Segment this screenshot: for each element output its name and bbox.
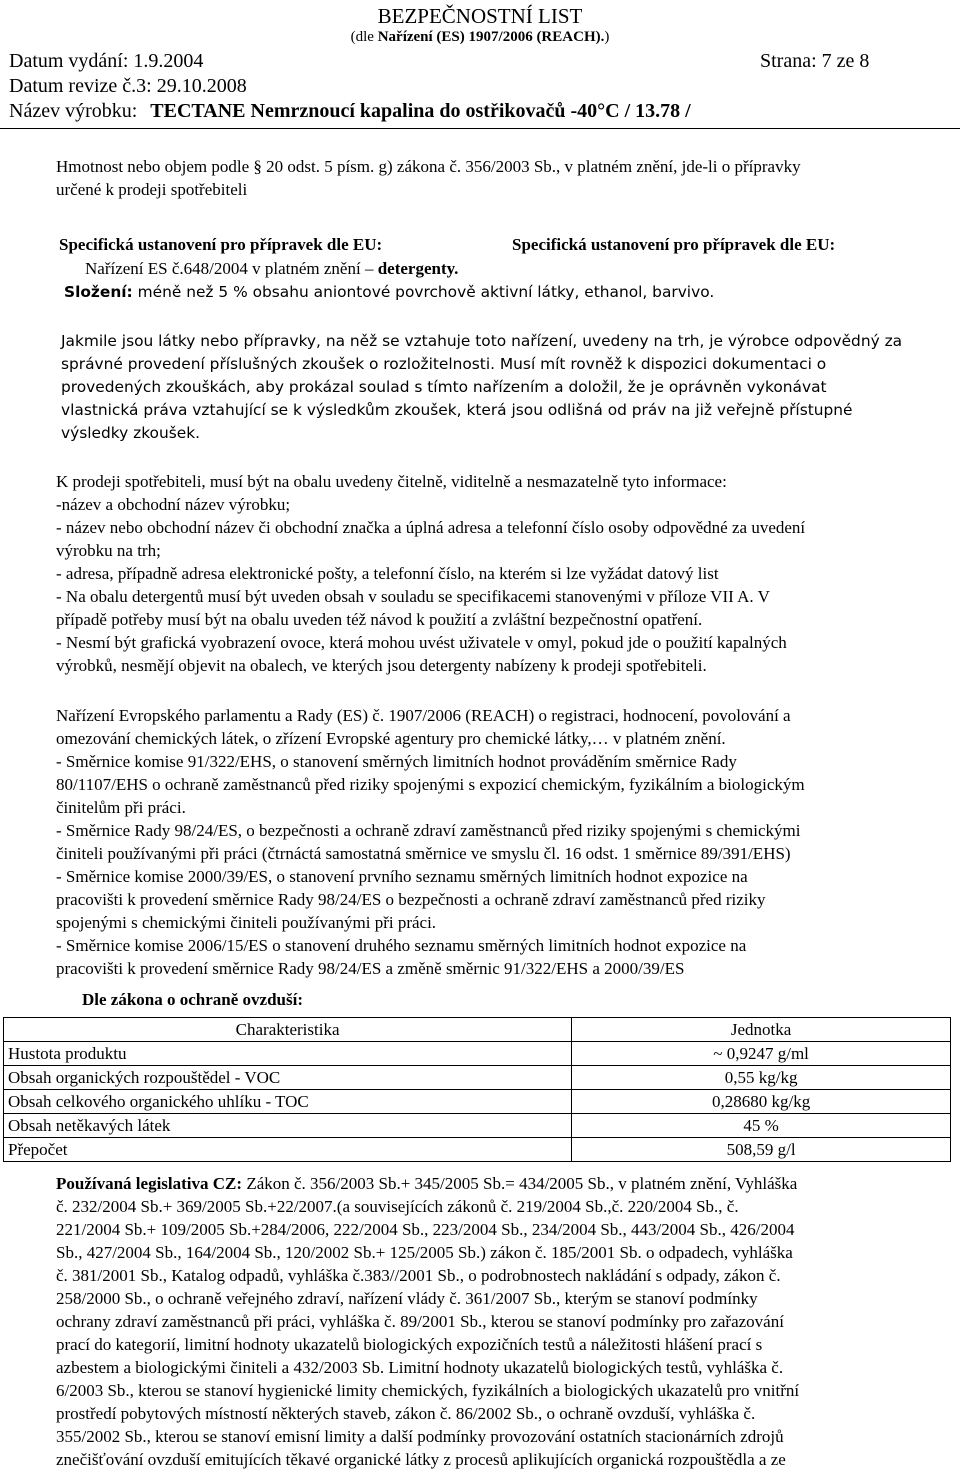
row-value: 0,55 kg/kg [572, 1066, 951, 1090]
table-row [4, 1042, 951, 1066]
producer-line: výsledky zkoušek. [61, 424, 201, 442]
regulation-line: - Směrnice komise 2006/15/ES o stanovení druhého seznamu směrných limitních hodnot expozice na [56, 936, 747, 955]
table-row [4, 1114, 951, 1138]
table-row [4, 1090, 951, 1114]
producer-line: správné provedení příslušných zkoušek o rozložitelnosti. Musí mít rovněž k dispozici dokumentaci o [61, 355, 827, 373]
regulations-paragraph [56, 704, 956, 980]
consumer-line: - Nesmí být grafická vyobrazení ovoce, která mohou uvést uživatele v omyl, pokud jde o použití kapalných [56, 633, 787, 652]
row-label: Hustota produktu [4, 1042, 572, 1066]
producer-line: vlastnická práva vztahující se k výsledkům zkoušek, která jsou odlišná od práv na již veřejně přístupné [61, 401, 853, 419]
air-properties-table [3, 1017, 951, 1162]
legislation-line: azbestem a biologickými činiteli a 432/2003 Sb. Limitní hodnoty ukazatelů biologických testů, vyhláška č. [56, 1358, 784, 1377]
issue-date: Datum vydání: 1.9.2004 [9, 50, 204, 72]
regulation-line: - Směrnice komise 2000/39/ES, o stanovení prvního seznamu směrných limitních hodnot expozice na [56, 867, 748, 886]
regulation-text: Nařízení ES č.648/2004 v platném znění – [85, 259, 374, 278]
legislation-line: 258/2000 Sb., o ochraně veřejného zdraví, nařízení vlády č. 361/2007 Sb., kterým se stanoví podmínky [56, 1289, 758, 1308]
regulation-line: pracovišti k provedení směrnice Rady 98/24/ES a změně směrnic 91/322/EHS a 2000/39/ES [56, 959, 685, 978]
consumer-paragraph [56, 470, 956, 677]
regulation-line: Nařízení Evropského parlamentu a Rady (ES) č. 1907/2006 (REACH) o registraci, hodnocení, povolování a [56, 706, 791, 725]
legislation-line: prací do kategorií, limitní hodnoty ukazatelů biologických expozičních testů a náležitosti hlášení prací s [56, 1335, 763, 1354]
consumer-line: - název nebo obchodní název či obchodní značka a úplná adresa a telefonní číslo osoby odpovědné za uvedení [56, 518, 806, 537]
document-title: BEZPEČNOSTNÍ LIST [377, 4, 583, 28]
regulation-line: - Směrnice komise 91/322/EHS, o stanovení směrných limitních hodnot prováděním směrnice Rady [56, 752, 737, 771]
row-value: 508,59 g/l [572, 1138, 951, 1162]
product-name: TECTANE Nemrznoucí kapalina do ostřikovačů -40°C / 13.78 / [150, 100, 691, 122]
row-label: Obsah netěkavých látek [4, 1114, 572, 1138]
row-label: Obsah celkového organického uhlíku - TOC [4, 1090, 572, 1114]
legislation-line: znečišťování ovzduší emitujících těkavé organické látky z procesů aplikujících organická rozpouštědla a ze [56, 1450, 786, 1469]
column-header-unit: Jednotka [572, 1018, 951, 1042]
composition-text: méně než 5 % obsahu aniontové povrchově aktivní látky, ethanol, barvivo. [137, 283, 715, 301]
consumer-line: případě potřeby musí být na obalu uveden též návod k použití a zvláštní bezpečnostní opatření. [56, 610, 703, 629]
consumer-line: -název a obchodní název výrobku; [56, 495, 291, 514]
regulation-line: 80/1107/EHS o ochraně zaměstnanců před riziky spojenými s expozicí chemickým, fyzikálním a biologickým [56, 775, 805, 794]
legislation-line: č. 381/2001 Sb., Katalog odpadů, vyhláška č.383//2001 Sb., o podrobnostech nakládání s odpady, zákon č. [56, 1266, 781, 1285]
subtitle-suffix: ) [604, 29, 610, 45]
weight-line-1: Hmotnost nebo objem podle § 20 odst. 5 písm. g) zákona č. 356/2003 Sb., v platném znění, jde-li o přípravky [56, 157, 801, 176]
legislation-paragraph [56, 1172, 956, 1471]
regulation-line: - Směrnice Rady 98/24/ES, o bezpečnosti a ochraně zdraví zaměstnanců před riziky spojenými s chemickými [56, 821, 801, 840]
eu-heading-right: Specifická ustanovení pro přípravek dle EU: [512, 235, 836, 254]
weight-line-2: určené k prodeji spotřebiteli [56, 180, 248, 199]
legislation-line: prostředí pobytových místností některých staveb, zákon č. 86/2002 Sb., o ochraně ovzduší, vyhláška č. [56, 1404, 756, 1423]
legislation-line: 6/2003 Sb., kterou se stanoví hygienické limity chemických, fyzikálních a biologických ukazatelů pro vnitřní [56, 1381, 800, 1400]
legislation-line: 221/2004 Sb.+ 109/2005 Sb.+284/2006, 222/2004 Sb., 223/2004 Sb., 234/2004 Sb., 443/2004 Sb., 426/2004 [56, 1220, 795, 1239]
legislation-line: č. 232/2004 Sb.+ 369/2005 Sb.+22/2007.(a souvisejících zákonů č. 219/2004 Sb.,č. 220/2004 Sb., č. [56, 1197, 739, 1216]
legislation-label: Používaná legislativa CZ: [56, 1174, 243, 1193]
air-protection-heading: Dle zákona o ochraně ovzduší: [82, 990, 303, 1009]
weight-volume-note [56, 155, 946, 201]
producer-line: Jakmile jsou látky nebo přípravky, na něž se vztahuje toto nařízení, uvedeny na trh, je výrobce odpovědný za [61, 332, 903, 350]
consumer-line: - adresa, případně adresa elektronické pošty, a telefonní číslo, na kterém si lze vyžádat datový list [56, 564, 719, 583]
subtitle-regulation: Nařízení (ES) 1907/2006 (REACH). [377, 29, 605, 45]
page-number: Strana: 7 ze 8 [760, 50, 870, 72]
regulation-bold: detergenty. [377, 259, 459, 278]
row-label: Přepočet [4, 1138, 572, 1162]
row-value: 0,28680 kg/kg [572, 1090, 951, 1114]
header-divider [0, 128, 960, 129]
eu-heading-left: Specifická ustanovení pro přípravek dle EU: [59, 235, 383, 254]
revision-date: Datum revize č.3: 29.10.2008 [9, 75, 247, 97]
product-label: Název výrobku: [9, 100, 138, 122]
legislation-line: Sb., 427/2004 Sb., 164/2004 Sb., 120/2002 Sb.+ 125/2005 Sb.) zákon č. 185/2001 Sb. o odpadech, vyhláška [56, 1243, 793, 1262]
consumer-line: - Na obalu detergentů musí být uveden obsah v souladu se specifikacemi stanovenými v příloze VII A. V [56, 587, 770, 606]
subtitle-prefix: (dle [350, 29, 374, 45]
legislation-line: ochrany zdraví zaměstnanců při práci, vyhláška č. 89/2001 Sb., kterou se stanoví podmínky pro zařazování [56, 1312, 784, 1331]
producer-paragraph [61, 330, 951, 445]
regulation-line: omezování chemických látek, o zřízení Evropské agentury pro chemické látky,… v platném znění. [56, 729, 726, 748]
row-label: Obsah organických rozpouštědel - VOC [4, 1066, 572, 1090]
regulation-line: pracovišti k provedení směrnice Rady 98/24/ES o bezpečnosti a ochraně zdraví zaměstnanců před riziky [56, 890, 766, 909]
regulation-line: spojenými s chemickými činiteli používanými při práci. [56, 913, 437, 932]
consumer-line: výrobků, nesmějí objevit na obalech, ve kterých jsou detergenty nabízeny k prodeji spotřebiteli. [56, 656, 707, 675]
composition-label: Složení: [64, 283, 133, 301]
legislation-line: Zákon č. 356/2003 Sb.+ 345/2005 Sb.= 434/2005 Sb., v platném znění, Vyhláška [246, 1174, 798, 1193]
table-header-row [4, 1018, 951, 1042]
legislation-first-line [56, 1172, 956, 1195]
product-line [9, 100, 691, 123]
legislation-line: 355/2002 Sb., kterou se stanoví emisní limity a další podmínky provozování ostatních stacionárních zdrojů [56, 1427, 784, 1446]
document-subtitle [0, 29, 960, 46]
row-value: 45 % [572, 1114, 951, 1138]
table-row [4, 1138, 951, 1162]
table-row [4, 1066, 951, 1090]
column-header-characteristic: Charakteristika [4, 1018, 572, 1042]
composition [64, 283, 714, 301]
consumer-line: K prodeji spotřebiteli, musí být na obalu uvedeny čitelně, viditelně a nesmazatelně tyto informace: [56, 472, 727, 491]
regulation-line: činitelům při práci. [56, 798, 186, 817]
consumer-line: výrobku na trh; [56, 541, 161, 560]
row-value: ~ 0,9247 g/ml [572, 1042, 951, 1066]
detergent-regulation [85, 259, 458, 279]
producer-line: provedených zkouškách, aby prokázal soulad s tímto nařízením a doložil, že je oprávněn vykonávat [61, 378, 827, 396]
regulation-line: činiteli používanými při práci (čtrnáctá samostatná směrnice ve smyslu čl. 16 odst. 1 směrnice 89/391/EHS) [56, 844, 791, 863]
